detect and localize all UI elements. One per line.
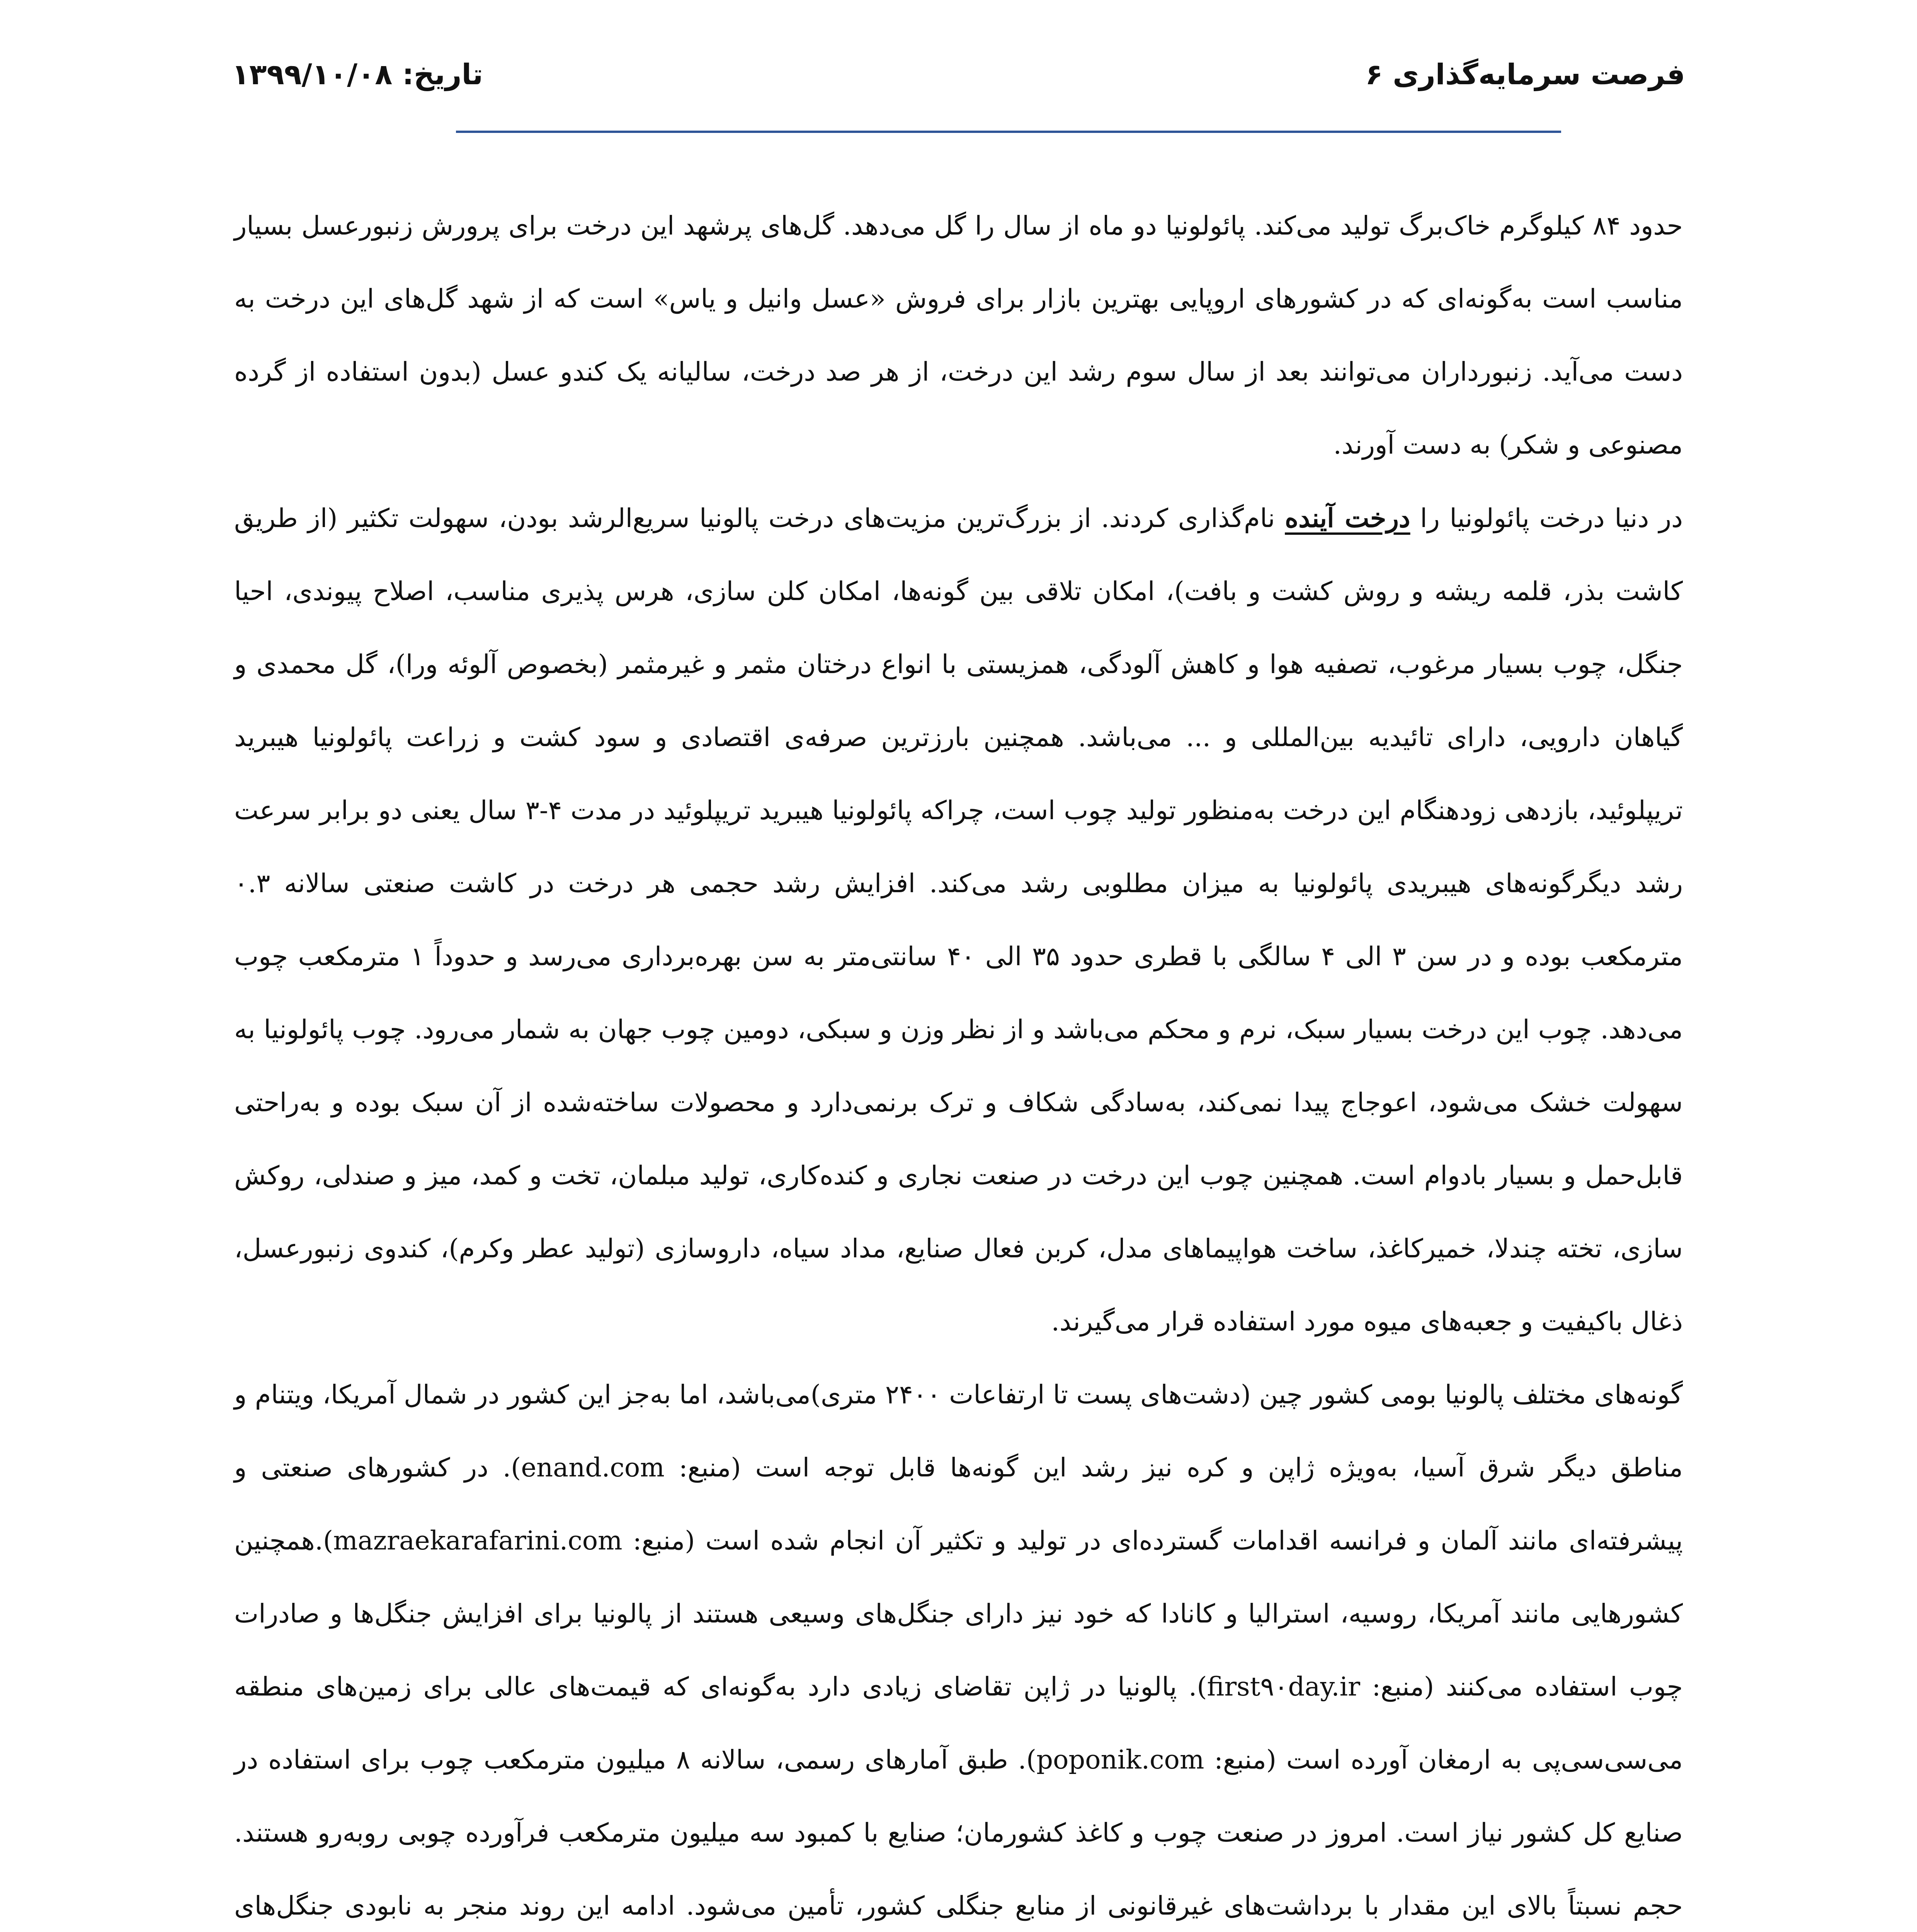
paragraph-3: گونه‌های مختلف پالونیا بومی کشور چین (دشت‌های پست تا ارتفاعات ۲۴۰۰ متری)می‌باشد، اما به‌جز این کشور در شمال آمریکا، ویتنام و مناطق دیگر شرق آسیا، به‌ویژه ژاپن و کره نیز رشد این گونه‌ها قابل توجه است (منبع: enand.com). در کشورهای صنعتی و پیشرفته‌ای مانند آلمان و فرانسه اقدامات گسترده‌ای در تولید و تکثیر آن انجام شده است (منبع: mazraekarafarini.com).همچنین کشورهایی مانند آمریکا، روسیه، استرالیا و کانادا که خود نیز دارای جنگل‌های وسیعی هستند از پالونیا برای افزایش جنگل‌ها و صادرات چوب استفاده می‌کنند (منبع: first۹۰day.ir). پالونیا در ژاپن تقاضای زیادی دارد به‌گونه‌ای که قیمت‌های عالی برای زمین‌های منطقه می‌سی‌سی‌پی به ارمغان آورده است (منبع: poponik.com). طبق آمارهای رسمی، سالانه ۸ میلیون مترمکعب چوب برای استفاده در صنایع کل کشور نیاز است. امروز در صنعت چوب و کاغذ کشورمان؛ صنایع با کمبود سه میلیون مترمکعب فرآورده چوبی روبه‌رو هستند. حجم نسبتاً بالای این مقدار با برداشت‌های غیرقانونی از منابع جنگلی کشور، تأمین می‌شود. ادامه این روند منجر به نابودی جنگل‌های [234,1379,1683,1921]
document-title: فرصت سرمایه‌گذاری ۶ [1365,58,1685,91]
paragraph-2-rest: نام‌گذاری کردند. از بزرگ‌ترین مزیت‌های درخت پالونیا سریع‌الرشد بودن، سهولت تکثیر (از طریق کاشت بذر، قلمه ریشه و روش کشت و بافت)، امکان تلاقی بین گونه‌ها، امکان کلن سازی، هرس پذیری مناسب، اصلاح پیوندی، احیا جنگل، چوب بسیار مرغوب، تصفیه هوا و کاهش آلودگی، همزیستی با انواع درختان مثمر و غیرمثمر (بخصوص آلوئه ورا)، گل محمدی و گیاهان دارویی، دارای تائیدیه بین‌المللی و ... می‌باشد. همچنین بارزترین صرفه‌ی اقتصادی و سود کشت و زراعت پائولونیا هیبرید تریپلوئید، بازدهی زودهنگام این درخت به‌منظور تولید چوب است، چراکه پائولونیا هیبرید تریپلوئید در مدت ۴-۳ سال یعنی دو برابر سرعت رشد دیگرگونه‌های هیبریدی پائولونیا به میزان مطلوبی رشد می‌کند. افزایش رشد حجمی هر درخت در کاشت صنعتی سالانه ۰.۳ مترمکعب بوده و در سن ۳ الی ۴ سالگی با قطری حدود ۳۵ الی ۴۰ سانتی‌متر به سن بهره‌برداری می‌رسد و حدوداً ۱ مترمکعب چوب می‌دهد. چوب این درخت بسیار سبک، نرم و محکم می‌باشد و از نظر وزن و سبکی، دومین چوب جهان به شمار می‌رود. چوب پائولونیا به سهولت خشک می‌شود، اعوجاج پیدا نمی‌کند، به‌سادگی شکاف و ترک برنمی‌دارد و محصولات ساخته‌شده از آن سبک بوده و به‌راحتی قابل‌حمل و بسیار بادوام است. همچنین چوب این درخت در صنعت نجاری و کنده‌کاری، تولید مبلمان، تخت و کمد، میز و صندلی، روکش سازی، تخته چندلا، خمیرکاغذ، ساخت هواپیماهای مدل، کربن فعال صنایع، مداد سیاه، داروسازی (تولید عطر وکرم)، کندوی زنبورعسل، ذغال باکیفیت و جعبه‌های میوه مورد استفاده قرار می‌گیرند. [234,503,1683,1337]
header-divider [456,131,1561,133]
document-date: تاریخ: ۱۳۹۹/۱۰/۰۸ [232,58,483,91]
document-body [234,189,1683,1932]
paragraph-2 [234,481,1683,1358]
page-header [232,58,1685,93]
paragraph-2-lead: در دنیا درخت پائولونیا را [1410,503,1683,533]
highlight-future-tree: درخت آینده [1285,503,1410,533]
paragraph-1: حدود ۸۴ کیلوگرم خاک‌برگ تولید می‌کند. پائولونیا دو ماه از سال را گل می‌دهد. گل‌های پرشهد این درخت برای پرورش زنبورعسل بسیار مناسب است به‌گونه‌ای که در کشورهای اروپایی بهترین بازار برای فروش «عسل وانیل و یاس» است که از شهد گل‌های این درخت به دست می‌آید. زنبورداران می‌توانند بعد از سال سوم رشد این درخت، از هر صد درخت، سالیانه یک کندو عسل (بدون استفاده از گرده مصنوعی و شکر) به دست آورند. [234,211,1683,460]
